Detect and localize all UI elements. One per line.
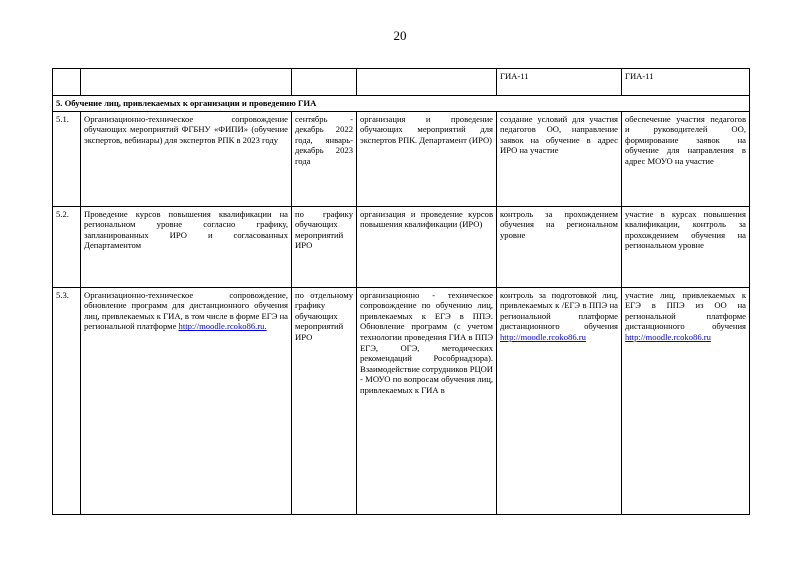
row-oo-action bbox=[622, 287, 750, 514]
header-cell-activity bbox=[81, 69, 292, 96]
row-number: 5.1. bbox=[53, 111, 81, 206]
row-moyo-action: создание условий для участия педагогов ОО, направление заявок на обучение в адрес ИРО на участие bbox=[497, 111, 622, 206]
moodle-link[interactable]: http://moodle.rcoko86.ru bbox=[500, 331, 586, 342]
header-cell-gia11-b: ГИА-11 bbox=[622, 69, 750, 96]
table-section-title-row bbox=[53, 96, 750, 112]
moodle-link[interactable]: http://moodle.rcoko86.ru. bbox=[178, 321, 267, 332]
plan-table-container bbox=[52, 68, 749, 515]
header-cell-num bbox=[53, 69, 81, 96]
row-oo-action: участие в курсах повышения квалификации, контроль за прохождением обучения на региональном уровне bbox=[622, 206, 750, 287]
row-moyo-text: контроль за подготовкой лиц, привлекаемых к /ЕГЭ в ППЭ на региональной платформе дистанционного обучения bbox=[500, 289, 618, 332]
row-activity: Организационно-техническое сопровождение обучающих мероприятий ФГБНУ «ФИПИ» (обучение экспертов, вебинары) для экспертов РПК в 2023 году bbox=[81, 111, 292, 206]
row-department-action: организационно - техническое сопровождение по обучению лиц, привлекаемых к ЕГЭ в ППЭ. Обновление программ (с учетом технологии проведения ГИА в ППЭ ЕГЭ, ОГЭ, методических рекомендаций Рособрнадзора). Взаимодействие сотрудников РЦОИ - МОУО по вопросам обучения лиц, привлекаемых к ГИА в bbox=[357, 287, 497, 514]
header-cell-term bbox=[292, 69, 357, 96]
table-row bbox=[53, 111, 750, 206]
row-number: 5.3. bbox=[53, 287, 81, 514]
row-term: сентябрь - декабрь 2022 года, январь-декабрь 2023 года bbox=[292, 111, 357, 206]
page-number: 20 bbox=[393, 28, 407, 43]
row-moyo-action: контроль за прохождением обучения на региональном уровне bbox=[497, 206, 622, 287]
row-oo-text: участие лиц, привлекаемых к ЕГЭ в ППЭ из ОО на региональной платформе дистанционного обучения bbox=[625, 289, 746, 332]
moodle-link[interactable]: http://moodle.rcoko86.ru bbox=[625, 331, 711, 342]
row-moyo-action bbox=[497, 287, 622, 514]
row-oo-action: обеспечение участия педагогов и руководителей ОО, формирование заявок на обучение для направления в адрес МОУО на участие bbox=[622, 111, 750, 206]
header-cell-gia11-a: ГИА-11 bbox=[497, 69, 622, 96]
row-term: по отдельному графику обучающих мероприятий ИРО bbox=[292, 287, 357, 514]
row-activity-text: Организационно-техническое сопровождение, обновление программ для дистанционного обучения лиц, привлекаемых к ГИА, в том числе в форме ЕГЭ на региональной платформе bbox=[84, 289, 288, 332]
table-row bbox=[53, 287, 750, 514]
row-term: по графику обучающих мероприятий ИРО bbox=[292, 206, 357, 287]
row-activity: Проведение курсов повышения квалификации на региональном уровне согласно графику, запланированных ИРО и согласованных Департаментом bbox=[81, 206, 292, 287]
table-row bbox=[53, 206, 750, 287]
plan-table bbox=[52, 68, 750, 515]
section-title-cell: 5. Обучение лиц, привлекаемых к организации и проведению ГИА bbox=[53, 96, 750, 112]
header-cell-col4 bbox=[357, 69, 497, 96]
row-department-action: организация и проведение курсов повышения квалификации (ИРО) bbox=[357, 206, 497, 287]
row-number: 5.2. bbox=[53, 206, 81, 287]
row-department-action: организация и проведение обучающих мероприятий для экспертов РПК. Департамент (ИРО) bbox=[357, 111, 497, 206]
table-header-row bbox=[53, 69, 750, 96]
row-activity bbox=[81, 287, 292, 514]
